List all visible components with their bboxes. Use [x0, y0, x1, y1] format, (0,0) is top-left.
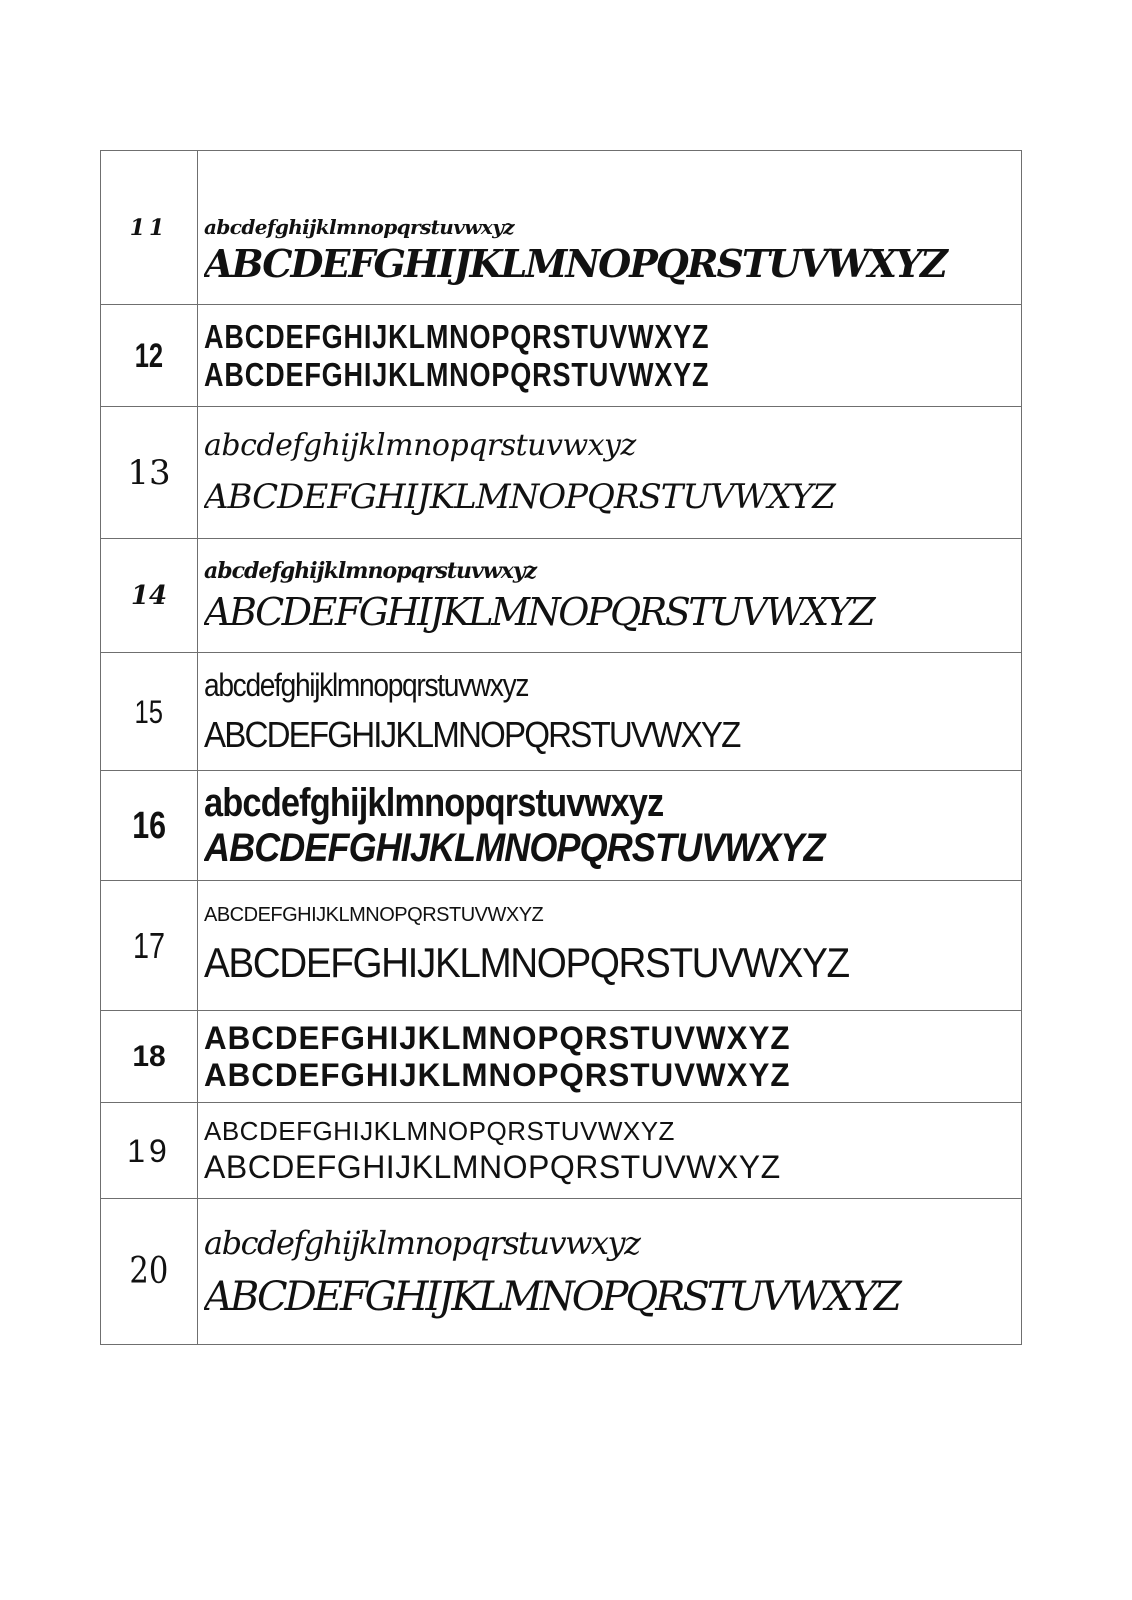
- font-row-12: [101, 305, 1022, 407]
- font-number: 16: [132, 804, 166, 847]
- sample-lowercase: abcdefghijklmnopqrstuvwxyz: [204, 780, 664, 825]
- sample-uppercase: ABCDEFGHIJKLMNOPQRSTUVWXYZ: [204, 1148, 781, 1185]
- font-sample-cell: [198, 653, 1022, 771]
- sample-uppercase: ABCDEFGHIJKLMNOPQRSTUVWXYZ: [204, 825, 825, 870]
- font-number-cell: [101, 771, 198, 881]
- font-number: 14: [130, 580, 168, 611]
- sample-lowercase: abcdefghijklmnopqrstuvwxyz: [204, 428, 636, 463]
- font-number-cell: [101, 539, 198, 653]
- font-number: 12: [134, 336, 164, 375]
- sample-uppercase: ABCDEFGHIJKLMNOPQRSTUVWXYZ: [204, 477, 835, 517]
- font-row-17: [101, 881, 1022, 1011]
- font-number: 13: [127, 452, 171, 493]
- sample-uppercase: ABCDEFGHIJKLMNOPQRSTUVWXYZ: [204, 1115, 675, 1146]
- font-row-14: [101, 539, 1022, 653]
- sample-lowercase: abcdefghijklmnopqrstuvwxyz: [204, 557, 537, 584]
- font-sample-cell: [198, 1103, 1022, 1199]
- font-sample-cell: [198, 881, 1022, 1011]
- sample-uppercase: ABCDEFGHIJKLMNOPQRSTUVWXYZ: [204, 355, 710, 393]
- font-number: 19: [127, 1132, 171, 1169]
- font-number-cell: [101, 305, 198, 407]
- font-row-13: [101, 407, 1022, 539]
- font-row-20: [101, 1199, 1022, 1345]
- sample-small-caps: ABCDEFGHIJKLMNOPQRSTUVWXYZ: [204, 904, 544, 926]
- sample-uppercase: ABCDEFGHIJKLMNOPQRSTUVWXYZ: [204, 1019, 791, 1056]
- sample-lowercase: abcdefghijklmnopqrstuvwxyz: [204, 1223, 640, 1262]
- font-number-cell: [101, 1011, 198, 1103]
- sample-lowercase: abcdefghijklmnopqrstuvwxyz: [204, 667, 529, 703]
- sample-uppercase: ABCDEFGHIJKLMNOPQRSTUVWXYZ: [204, 1056, 791, 1093]
- font-number-cell: [101, 881, 198, 1011]
- font-sample-cell: [198, 771, 1022, 881]
- sample-lowercase: abcdefghijklmnopqrstuvwxyz: [204, 215, 514, 239]
- font-number: 17: [132, 924, 166, 966]
- font-number-cell: [101, 151, 198, 305]
- font-number-cell: [101, 407, 198, 539]
- sample-uppercase: ABCDEFGHIJKLMNOPQRSTUVWXYZ: [204, 1273, 899, 1320]
- font-row-11: [101, 151, 1022, 305]
- sample-uppercase: ABCDEFGHIJKLMNOPQRSTUVWXYZ: [204, 714, 740, 755]
- font-number-cell: [101, 653, 198, 771]
- font-sample-cell: [198, 305, 1022, 407]
- font-row-18: [101, 1011, 1022, 1103]
- font-number: 15: [134, 693, 164, 730]
- font-number: 20: [129, 1250, 169, 1292]
- sample-uppercase: ABCDEFGHIJKLMNOPQRSTUVWXYZ: [204, 939, 849, 986]
- font-row-19: [101, 1103, 1022, 1199]
- font-sample-cell: [198, 151, 1022, 305]
- font-sample-table: [100, 150, 1022, 1345]
- font-row-15: [101, 653, 1022, 771]
- font-number-cell: [101, 1103, 198, 1199]
- font-sample-cell: [198, 1011, 1022, 1103]
- sample-uppercase: ABCDEFGHIJKLMNOPQRSTUVWXYZ: [204, 317, 710, 355]
- font-number: 18: [132, 1039, 166, 1073]
- sample-uppercase: ABCDEFGHIJKLMNOPQRSTUVWXYZ: [204, 589, 874, 634]
- font-row-16: [101, 771, 1022, 881]
- font-number-cell: [101, 1199, 198, 1345]
- font-sample-cell: [198, 1199, 1022, 1345]
- font-number: 11: [129, 214, 169, 241]
- sample-uppercase: ABCDEFGHIJKLMNOPQRSTUVWXYZ: [204, 241, 946, 286]
- font-sample-cell: [198, 407, 1022, 539]
- font-sample-cell: [198, 539, 1022, 653]
